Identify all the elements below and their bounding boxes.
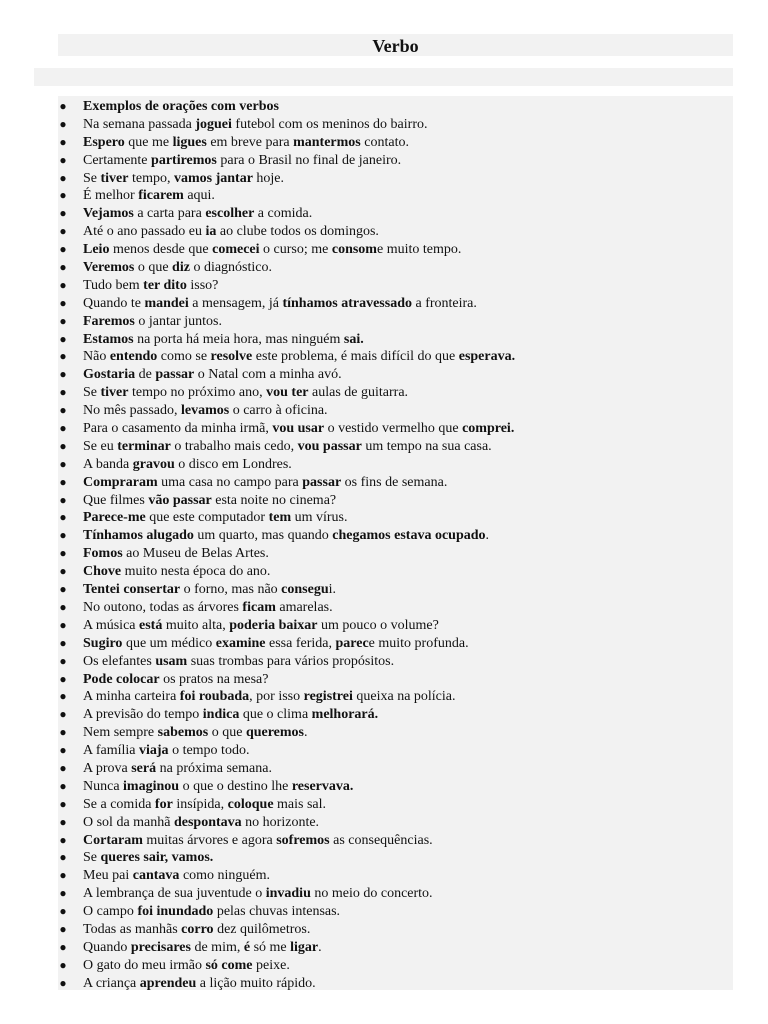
verb-highlight: invadiu: [265, 886, 311, 902]
list-item: [58, 706, 733, 724]
list-item: [58, 671, 733, 689]
bullet-icon: ●: [59, 904, 67, 919]
verb-highlight: tiver: [100, 385, 129, 401]
sentence-text: o tempo todo.: [168, 743, 250, 759]
sentence-text: Se a comida: [83, 796, 155, 812]
verb-highlight: será: [131, 760, 157, 776]
verb-highlight: ligar: [290, 939, 319, 955]
sentence-text: A música: [83, 617, 139, 633]
verb-highlight: for: [154, 796, 173, 812]
bullet-icon: ●: [59, 152, 67, 167]
sentence-text: que um médico: [122, 635, 216, 651]
verb-highlight: melhorará.: [311, 707, 379, 723]
verb-highlight: diz: [172, 260, 190, 276]
list-item: [58, 903, 733, 921]
sentence-text: hoje.: [252, 170, 285, 186]
bullet-icon: ●: [59, 224, 67, 239]
bullet-icon: ●: [59, 528, 67, 543]
list-item: [58, 152, 733, 170]
bullet-icon: ●: [59, 939, 67, 954]
sentence-text: as consequências.: [329, 832, 433, 848]
list-item: [58, 832, 733, 850]
sentence-text: No outono, todas as árvores: [83, 599, 243, 615]
bullet-icon: ●: [59, 134, 67, 149]
verb-highlight: examine: [215, 635, 266, 651]
bullet-icon: ●: [59, 635, 67, 650]
list-item: [58, 939, 733, 957]
verb-highlight: imaginou: [123, 778, 180, 794]
list-item: [58, 170, 733, 188]
list-item: [58, 635, 733, 653]
list-item: [58, 688, 733, 706]
sentence-text: que o clima: [239, 707, 312, 723]
sentence-text: , por isso: [249, 689, 304, 705]
list-item: [58, 366, 733, 384]
bullet-icon: ●: [59, 188, 67, 203]
verb-highlight: joguei: [195, 116, 232, 132]
sentence-text: suas trombas para vários propósitos.: [187, 653, 395, 669]
sentence-text: Até o ano passado eu: [83, 224, 206, 240]
verb-highlight: foi roubada: [179, 689, 250, 705]
sentence-text: aulas de guitarra.: [308, 385, 409, 401]
verb-highlight: escolher: [205, 206, 255, 222]
sentence-text: o que: [208, 725, 246, 741]
sentence-text: uma casa no campo para: [157, 474, 303, 490]
sentence-text: Na semana passada: [83, 116, 196, 132]
examples-list: [58, 96, 733, 993]
sentence-text: e muito profunda.: [368, 635, 469, 651]
sentence-text: queixa na polícia.: [352, 689, 456, 705]
list-item: [58, 348, 733, 366]
sentence-text: ao Museu de Belas Artes.: [122, 546, 269, 562]
bullet-icon: ●: [59, 707, 67, 722]
sentence-text: dez quilômetros.: [213, 921, 311, 937]
sentence-text: para o Brasil no final de janeiro.: [216, 152, 402, 168]
sentence-text: o carro à oficina.: [229, 403, 328, 419]
verb-highlight: aprendeu: [139, 975, 197, 991]
bullet-icon: ●: [59, 474, 67, 489]
bullet-icon: ●: [59, 582, 67, 597]
sentence-text: Todas as manhãs: [83, 921, 182, 937]
verb-highlight: Gostaria: [83, 367, 136, 383]
sentence-text: os fins de semana.: [341, 474, 448, 490]
verb-highlight: comprei.: [462, 421, 515, 437]
sentence-text: Quando te: [83, 295, 145, 311]
list-item: [58, 921, 733, 939]
list-item: [58, 295, 733, 313]
sentence-text: no meio do concerto.: [310, 886, 433, 902]
verb-highlight: levamos: [181, 403, 230, 419]
sentence-text: o forno, mas não: [180, 582, 282, 598]
sentence-text: a fronteira.: [411, 295, 477, 311]
verb-highlight: entendo: [109, 349, 158, 365]
sentence-text: Se: [83, 170, 101, 186]
list-item: [58, 509, 733, 527]
sentence-text: A criança: [83, 975, 140, 991]
verb-highlight: chegamos estava ocupado: [332, 528, 486, 544]
bullet-icon: ●: [59, 832, 67, 847]
sentence-text: menos desde que: [109, 242, 213, 258]
page-title: Verbo: [58, 34, 733, 56]
list-item: [58, 277, 733, 295]
sentence-text: Se eu: [83, 438, 118, 454]
sentence-text: Meu pai: [83, 868, 133, 884]
sentence-text: na próxima semana.: [156, 760, 272, 776]
sentence-text: Não: [83, 349, 110, 365]
sentence-text: Que filmes: [83, 492, 149, 508]
verb-highlight: corro: [181, 921, 214, 937]
sentence-text: o diagnóstico.: [189, 260, 272, 276]
verb-highlight: ter dito: [143, 277, 187, 293]
verb-highlight: esperava.: [458, 349, 516, 365]
sentence-text: o Natal com a minha avó.: [194, 367, 342, 383]
sentence-text: um pouco o volume?: [317, 617, 439, 633]
bullet-icon: ●: [59, 850, 67, 865]
verb-highlight: consegu: [281, 582, 329, 598]
list-item: [58, 778, 733, 796]
sentence-text: a comida.: [254, 206, 313, 222]
bullet-icon: ●: [59, 260, 67, 275]
list-heading: [58, 98, 733, 116]
list-item: [58, 241, 733, 259]
verb-highlight: usam: [155, 653, 188, 669]
bullet-icon: ●: [59, 796, 67, 811]
verb-highlight: Vejamos: [83, 206, 134, 222]
bullet-icon: ●: [59, 116, 67, 131]
sentence-text: A família: [83, 743, 139, 759]
verb-highlight: mandei: [144, 295, 189, 311]
list-item: [58, 313, 733, 331]
list-item: [58, 760, 733, 778]
sentence-text: este problema, é mais difícil do que: [252, 349, 459, 365]
verb-highlight: passar: [155, 367, 195, 383]
verb-highlight: precisares: [130, 939, 191, 955]
verb-highlight: Parece-me: [83, 510, 146, 526]
verb-highlight: sai.: [343, 331, 364, 347]
sentence-text: peixe.: [252, 957, 290, 973]
verb-highlight: sofremos: [276, 832, 330, 848]
sentence-text: o disco em Londres.: [174, 456, 292, 472]
sentence-text: que este computador: [145, 510, 269, 526]
sentence-text: o curso; me: [259, 242, 332, 258]
sentence-text: i.: [328, 582, 337, 598]
bullet-icon: ●: [59, 367, 67, 382]
sentence-text: o vestido vermelho que: [324, 421, 463, 437]
list-item: [58, 456, 733, 474]
sentence-text: de: [135, 367, 156, 383]
list-item: [58, 581, 733, 599]
bullet-icon: ●: [59, 814, 67, 829]
verb-highlight: cantava: [132, 868, 180, 884]
bullet-icon: ●: [59, 886, 67, 901]
sentence-text: essa ferida,: [265, 635, 336, 651]
sentence-text: ao clube todos os domingos.: [216, 224, 379, 240]
sentence-text: a carta para: [133, 206, 206, 222]
sentence-text: futebol com os meninos do bairro.: [231, 116, 428, 132]
bullet-icon: ●: [59, 99, 67, 113]
bullet-icon: ●: [59, 403, 67, 418]
sentence-text: pelas chuvas intensas.: [213, 904, 341, 920]
sentence-text: O campo: [83, 904, 138, 920]
sentence-text: o trabalho mais cedo,: [170, 438, 298, 454]
verb-highlight: coloque: [227, 796, 274, 812]
list-item: [58, 492, 733, 510]
sentence-text: No mês passado,: [83, 403, 181, 419]
verb-highlight: Tínhamos alugado: [83, 528, 194, 544]
verb-highlight: foi inundado: [137, 904, 214, 920]
verb-highlight: vou passar: [297, 438, 362, 454]
bullet-icon: ●: [59, 725, 67, 740]
sentence-text: insípida,: [172, 796, 228, 812]
verb-highlight: Espero: [83, 134, 125, 150]
verb-highlight: é: [243, 939, 251, 955]
sentence-text: muito nesta época do ano.: [121, 564, 271, 580]
verb-highlight: vão passar: [148, 492, 212, 508]
verb-highlight: Faremos: [83, 313, 135, 329]
sentence-text: muitas árvores e agora: [142, 832, 277, 848]
list-item: [58, 742, 733, 760]
verb-highlight: Sugiro: [83, 635, 123, 651]
sentence-text: É melhor: [83, 188, 139, 204]
bullet-icon: ●: [59, 313, 67, 328]
verb-highlight: sabemos: [157, 725, 209, 741]
verb-highlight: Estamos: [83, 331, 134, 347]
verb-highlight: parec: [335, 635, 369, 651]
sentence-text: na porta há meia hora, mas ninguém: [133, 331, 344, 347]
bullet-icon: ●: [59, 331, 67, 346]
sentence-text: e muito tempo.: [376, 242, 462, 258]
sentence-text: Tudo bem: [83, 277, 144, 293]
sentence-text: o que o destino lhe: [179, 778, 292, 794]
sentence-text: Nem sempre: [83, 725, 158, 741]
verb-highlight: queremos: [245, 725, 305, 741]
sentence-text: Certamente: [83, 152, 152, 168]
sentence-text: amarelas.: [275, 599, 333, 615]
list-item: [58, 205, 733, 223]
sentence-text: O sol da manhã: [83, 814, 174, 830]
bullet-icon: ●: [59, 510, 67, 525]
verb-highlight: partiremos: [151, 152, 217, 168]
list-item: [58, 724, 733, 742]
list-item: [58, 563, 733, 581]
bullet-icon: ●: [59, 921, 67, 936]
list-item: [58, 527, 733, 545]
bullet-icon: ●: [59, 743, 67, 758]
verb-highlight: está: [139, 617, 163, 633]
bullet-icon: ●: [59, 438, 67, 453]
sentence-text: Nunca: [83, 778, 124, 794]
sentence-text: um vírus.: [291, 510, 348, 526]
sentence-text: tempo,: [128, 170, 174, 186]
list-item: [58, 545, 733, 563]
list-item: [58, 653, 733, 671]
sentence-text: .: [318, 939, 322, 955]
verb-highlight: tem: [268, 510, 292, 526]
bullet-icon: ●: [59, 206, 67, 221]
sentence-text: os pratos na mesa?: [159, 671, 269, 687]
sentence-text: o jantar juntos.: [134, 313, 222, 329]
verb-highlight: reservava.: [291, 778, 354, 794]
sentence-text: o que: [134, 260, 173, 276]
list-item: [58, 599, 733, 617]
verb-highlight: passar: [302, 474, 342, 490]
verb-highlight: vamos jantar: [173, 170, 253, 186]
verb-highlight: Fomos: [83, 546, 123, 562]
list-item: [58, 849, 733, 867]
sentence-text: um quarto, mas quando: [193, 528, 333, 544]
verb-highlight: indica: [202, 707, 240, 723]
sentence-text: Se: [83, 850, 101, 866]
sentence-text: de mim,: [190, 939, 244, 955]
bullet-icon: ●: [59, 421, 67, 436]
bullet-icon: ●: [59, 868, 67, 883]
bullet-icon: ●: [59, 671, 67, 686]
verb-highlight: poderia baixar: [229, 617, 318, 633]
bullet-icon: ●: [59, 617, 67, 632]
bullet-icon: ●: [59, 295, 67, 310]
verb-highlight: Leio: [83, 242, 110, 258]
sentence-text: O gato do meu irmão: [83, 957, 206, 973]
verb-highlight: gravou: [132, 456, 175, 472]
list-item: [58, 259, 733, 277]
bullet-icon: ●: [59, 760, 67, 775]
bullet-icon: ●: [59, 564, 67, 579]
bullet-icon: ●: [59, 689, 67, 704]
bullet-icon: ●: [59, 975, 67, 990]
verb-highlight: Chove: [83, 564, 122, 580]
sentence-text: A previsão do tempo: [83, 707, 203, 723]
verb-highlight: ia: [205, 224, 217, 240]
verb-highlight: resolve: [210, 349, 253, 365]
sentence-text: Para o casamento da minha irmã,: [83, 421, 273, 437]
sentence-text: como se: [157, 349, 211, 365]
list-item: [58, 116, 733, 134]
list-item: [58, 975, 733, 993]
bullet-icon: ●: [59, 653, 67, 668]
verb-highlight: só come: [205, 957, 253, 973]
verb-highlight: Pode colocar: [83, 671, 160, 687]
verb-highlight: Tentei consertar: [83, 582, 181, 598]
sentence-text: A banda: [83, 456, 133, 472]
list-item: [58, 796, 733, 814]
verb-highlight: queres sair, vamos.: [100, 850, 214, 866]
sentence-text: tempo no próximo ano,: [128, 385, 267, 401]
header-band: [34, 68, 733, 86]
verb-highlight: tiver: [100, 170, 129, 186]
list-item: [58, 134, 733, 152]
verb-highlight: tínhamos atravessado: [282, 295, 412, 311]
verb-highlight: ligues: [172, 134, 207, 150]
sentence-text: no horizonte.: [241, 814, 320, 830]
sentence-text: A prova: [83, 760, 132, 776]
verb-highlight: Exemplos de orações com verbos: [83, 99, 279, 114]
verb-highlight: viaja: [139, 743, 169, 759]
list-item: [58, 617, 733, 635]
sentence-text: a lição muito rápido.: [196, 975, 316, 991]
list-item: [58, 867, 733, 885]
sentence-text: que me: [124, 134, 173, 150]
list-item: [58, 187, 733, 205]
verb-highlight: vou ter: [266, 385, 309, 401]
verb-highlight: mantermos: [293, 134, 361, 150]
bullet-icon: ●: [59, 456, 67, 471]
verb-highlight: registrei: [303, 689, 353, 705]
sentence-text: muito alta,: [162, 617, 230, 633]
sentence-text: em breve para: [206, 134, 294, 150]
sentence-text: A lembrança de sua juventude o: [83, 886, 266, 902]
verb-highlight: consom: [331, 242, 377, 258]
bullet-icon: ●: [59, 492, 67, 507]
list-item: [58, 384, 733, 402]
verb-highlight: despontava: [173, 814, 242, 830]
bullet-icon: ●: [59, 242, 67, 257]
bullet-icon: ●: [59, 170, 67, 185]
bullet-icon: ●: [59, 349, 67, 364]
sentence-text: esta noite no cinema?: [211, 492, 337, 508]
bullet-icon: ●: [59, 599, 67, 614]
list-item: [58, 420, 733, 438]
sentence-text: .: [304, 725, 308, 741]
sentence-text: A minha carteira: [83, 689, 180, 705]
sentence-text: isso?: [186, 277, 219, 293]
bullet-icon: ●: [59, 546, 67, 561]
sentence-text: mais sal.: [273, 796, 327, 812]
verb-highlight: Compraram: [83, 474, 158, 490]
verb-highlight: terminar: [117, 438, 171, 454]
list-item: [58, 402, 733, 420]
bullet-icon: ●: [59, 957, 67, 972]
list-item: [58, 957, 733, 975]
verb-highlight: Cortaram: [83, 832, 143, 848]
sentence-text: contato.: [360, 134, 409, 150]
bullet-icon: ●: [59, 778, 67, 793]
list-item: [58, 438, 733, 456]
sentence-text: aqui.: [183, 188, 215, 204]
bullet-icon: ●: [59, 277, 67, 292]
verb-highlight: ficam: [242, 599, 276, 615]
list-item: [58, 474, 733, 492]
verb-highlight: vou usar: [272, 421, 325, 437]
verb-highlight: Veremos: [83, 260, 135, 276]
verb-highlight: ficarem: [138, 188, 184, 204]
list-item: [58, 331, 733, 349]
sentence-text: Se: [83, 385, 101, 401]
sentence-text: Quando: [83, 939, 131, 955]
bullet-icon: ●: [59, 385, 67, 400]
list-item: [58, 223, 733, 241]
sentence-text: .: [485, 528, 490, 544]
content-panel: [58, 96, 733, 990]
sentence-text: a mensagem, já: [188, 295, 283, 311]
sentence-text: Os elefantes: [83, 653, 156, 669]
sentence-text: um tempo na sua casa.: [361, 438, 492, 454]
list-item: [58, 814, 733, 832]
sentence-text: como ninguém.: [179, 868, 271, 884]
sentence-text: só me: [250, 939, 291, 955]
list-item: [58, 885, 733, 903]
verb-highlight: comecei: [212, 242, 260, 258]
